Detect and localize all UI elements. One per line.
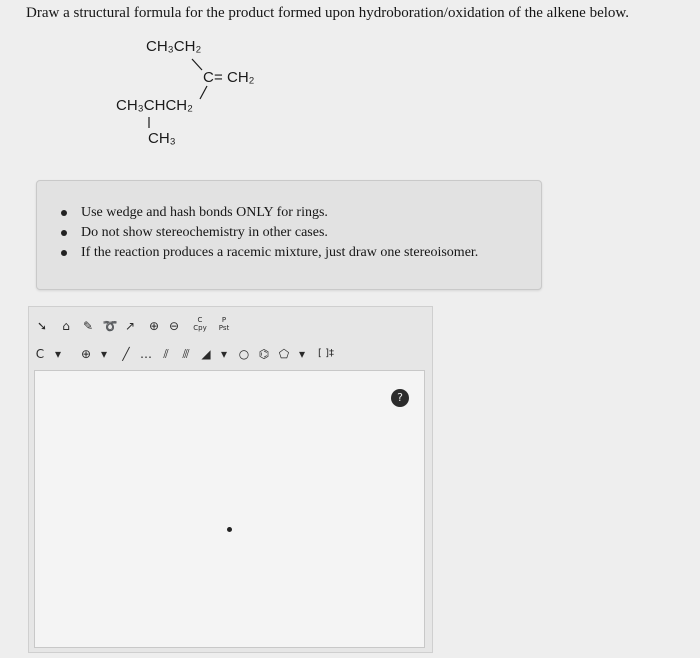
instruction-text: Do not show stereochemistry in other cases. bbox=[81, 225, 328, 240]
instructions-list bbox=[61, 203, 478, 263]
instruction-item bbox=[61, 203, 478, 223]
editor-toolbar-top bbox=[30, 316, 270, 338]
bullet-icon bbox=[61, 250, 67, 256]
bond-dropdown-icon[interactable]: ▾ bbox=[220, 347, 228, 361]
arrow-tool-icon[interactable]: ↗ bbox=[124, 319, 136, 333]
paste-icon[interactable]: P Pst bbox=[218, 316, 230, 332]
question-text: Draw a structural formula for the product formed upon hydroboration/oxidation of the alkene below. bbox=[26, 5, 630, 21]
erase-tool-icon[interactable]: ⌂ bbox=[62, 319, 70, 333]
bullet-icon bbox=[61, 230, 67, 236]
bullet-icon bbox=[61, 210, 67, 216]
double-bond-icon[interactable]: ⫽ bbox=[163, 347, 169, 361]
element-dropdown-icon[interactable]: ▾ bbox=[54, 347, 62, 361]
instruction-text: Use wedge and hash bonds ONLY for rings. bbox=[81, 205, 328, 220]
instruction-item bbox=[61, 223, 478, 243]
methyl-group-label: CH₃ bbox=[148, 130, 176, 147]
ring-dropdown-icon[interactable]: ▾ bbox=[298, 347, 306, 361]
bond-chain-to-alkene bbox=[200, 86, 207, 99]
element-select-button[interactable]: C bbox=[35, 347, 45, 361]
structure-bonds bbox=[110, 36, 310, 156]
zoom-in-icon[interactable]: ⊕ bbox=[148, 319, 160, 333]
charge-tool-icon[interactable]: ⊕ bbox=[80, 347, 92, 361]
lasso-tool-icon[interactable]: ➰ bbox=[102, 319, 118, 333]
select-tool-icon[interactable]: ➘ bbox=[36, 319, 48, 333]
bracket-tool-icon[interactable]: [ ]‡ bbox=[318, 348, 334, 359]
double-bond-label: = bbox=[214, 69, 223, 86]
methylene-label: CH₂ bbox=[227, 69, 255, 86]
isobutyl-group-label: CH₃CHCH₂ bbox=[116, 97, 193, 114]
draw-tool-icon[interactable]: ✎ bbox=[82, 319, 94, 333]
copy-icon[interactable]: C Cpy bbox=[193, 316, 207, 332]
help-icon[interactable]: ? bbox=[391, 389, 409, 407]
ethyl-group-label: CH₃CH₂ bbox=[146, 38, 202, 55]
alkene-carbon-label: C bbox=[203, 69, 214, 86]
drawing-canvas[interactable] bbox=[34, 370, 425, 648]
wedge-bond-icon[interactable]: ◢ bbox=[201, 347, 211, 361]
cyclopentane-ring-icon[interactable]: ⬠ bbox=[278, 347, 290, 361]
instruction-text: If the reaction produces a racemic mixture, just draw one stereoisomer. bbox=[81, 245, 479, 260]
charge-dropdown-icon[interactable]: ▾ bbox=[100, 347, 108, 361]
canvas-point bbox=[227, 527, 232, 532]
single-bond-icon[interactable]: ╱ bbox=[122, 347, 130, 361]
editor-toolbar-bottom bbox=[30, 344, 350, 366]
hash-bond-icon[interactable]: … bbox=[140, 347, 152, 361]
triple-bond-icon[interactable]: ⫻ bbox=[182, 347, 190, 361]
alkene-structure bbox=[110, 36, 310, 156]
instruction-item bbox=[61, 243, 478, 263]
instructions-box bbox=[36, 180, 542, 290]
bond-top-to-alkene bbox=[192, 59, 202, 70]
cyclopropane-ring-icon[interactable]: ○ bbox=[238, 347, 250, 361]
zoom-out-icon[interactable]: ⊖ bbox=[168, 319, 180, 333]
benzene-ring-icon[interactable]: ⌬ bbox=[258, 347, 270, 361]
